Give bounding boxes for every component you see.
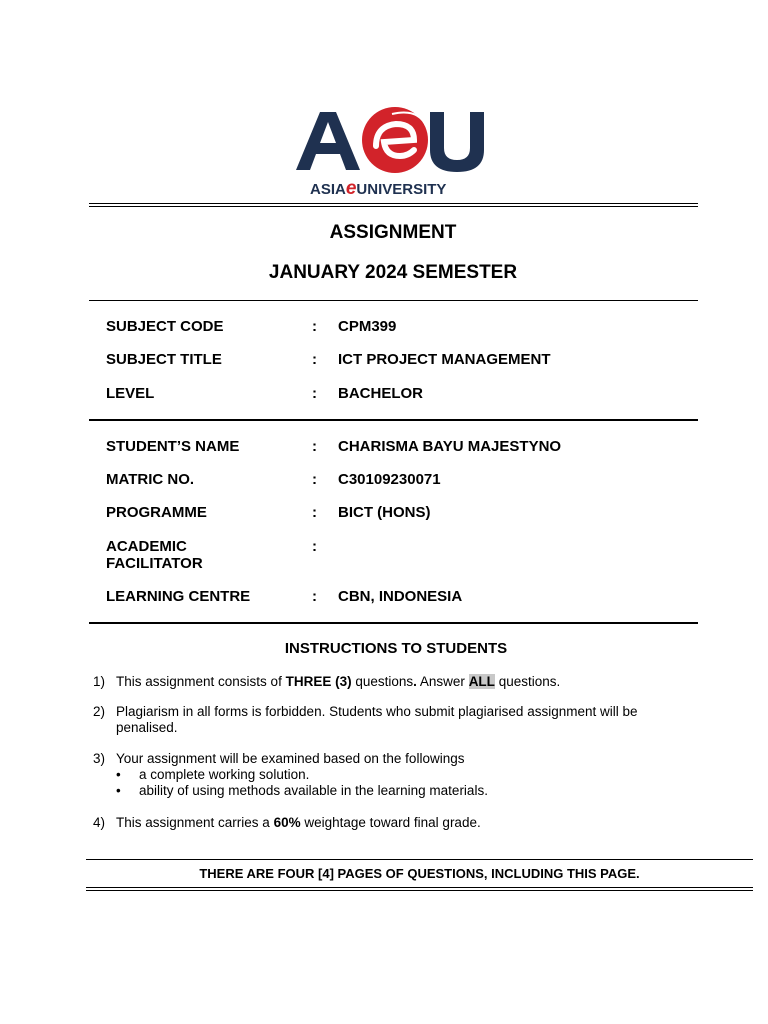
- info-value: CBN, INDONESIA: [338, 588, 463, 605]
- bullet-glyph: •: [116, 783, 121, 798]
- info-label: STUDENT’S NAME: [106, 438, 240, 455]
- logo-wordmark: ASIAeUNIVERSITY: [310, 178, 447, 199]
- info-label: PROGRAMME: [106, 504, 207, 521]
- rule-after-student: [89, 622, 698, 624]
- bullet-text: ability of using methods available in the learning materials.: [139, 783, 488, 798]
- footer-pages-note: THERE ARE FOUR [4] PAGES OF QUESTIONS, INCLUDING THIS PAGE.: [199, 866, 640, 881]
- item-number: 1): [93, 674, 106, 689]
- info-colon: :: [312, 538, 317, 555]
- bullet-text: a complete working solution.: [139, 767, 310, 782]
- info-label: LEVEL: [106, 385, 155, 402]
- item-text: Your assignment will be examined based on the followings: [116, 751, 465, 766]
- info-colon: :: [312, 504, 317, 521]
- item-number: 2): [93, 704, 106, 719]
- info-value: BICT (HONS): [338, 504, 431, 521]
- rule-after-subject: [89, 419, 698, 421]
- info-value: BACHELOR: [338, 385, 423, 402]
- aeu-logo: [296, 104, 492, 200]
- item-text: This assignment carries a 60% weightage toward final grade.: [116, 815, 481, 830]
- info-value: ICT PROJECT MANAGEMENT: [338, 351, 551, 368]
- info-label: MATRIC NO.: [106, 471, 195, 488]
- info-colon: :: [312, 471, 317, 488]
- top-double-rule: [89, 203, 698, 207]
- item-number: 4): [93, 815, 106, 830]
- info-label: SUBJECT CODE: [106, 318, 224, 335]
- info-colon: :: [312, 588, 317, 605]
- info-label: ACADEMIC FACILITATOR: [106, 538, 203, 572]
- bullet-glyph: •: [116, 767, 121, 782]
- info-colon: :: [312, 385, 317, 402]
- highlight-all: ALL: [468, 674, 495, 689]
- info-value: C30109230071: [338, 471, 441, 488]
- info-value: CHARISMA BAYU MAJESTYNO: [338, 438, 562, 455]
- item-number: 3): [93, 751, 106, 766]
- logo-letter-u: [430, 112, 484, 172]
- info-colon: :: [312, 438, 317, 455]
- instructions-title: INSTRUCTIONS TO STUDENTS: [284, 640, 508, 657]
- logo-letter-a: [296, 112, 360, 170]
- semester-title: JANUARY 2024 SEMESTER: [268, 262, 518, 283]
- info-label: SUBJECT TITLE: [106, 351, 222, 368]
- aeu-logo-mark: [296, 104, 492, 200]
- footer-double-rule: [86, 887, 753, 891]
- item-text: Plagiarism in all forms is forbidden. Students who submit plagiarised assignment will be penalised.: [116, 704, 638, 735]
- rule-after-heading: [89, 300, 698, 301]
- info-colon: :: [312, 351, 317, 368]
- info-label: LEARNING CENTRE: [106, 588, 251, 605]
- item-text: This assignment consists of THREE (3) questions. Answer ALL questions.: [116, 674, 561, 689]
- info-value: CPM399: [338, 318, 397, 335]
- assignment-title: ASSIGNMENT: [329, 222, 457, 243]
- info-colon: :: [312, 318, 317, 335]
